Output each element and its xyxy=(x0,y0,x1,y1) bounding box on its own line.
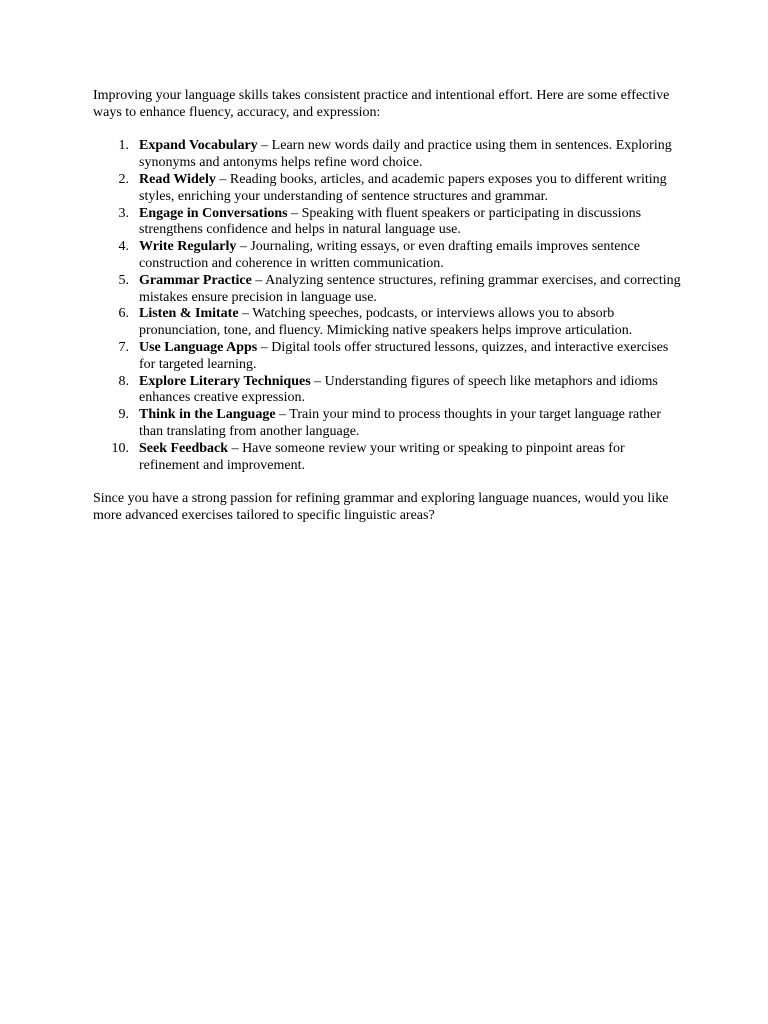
list-item-title: Engage in Conversations xyxy=(139,205,288,221)
list-item xyxy=(93,306,683,340)
tips-list xyxy=(93,138,683,474)
list-item-title: Use Language Apps xyxy=(139,339,258,355)
list-item-text: – Analyzing sentence structures, refining grammar exercises, and correcting mistakes ensure precision in language use. xyxy=(139,272,681,305)
list-item-number: 5. xyxy=(118,272,129,288)
list-item-title: Expand Vocabulary xyxy=(139,138,258,154)
list-item-number: 4. xyxy=(118,239,129,255)
list-item-number: 8. xyxy=(118,373,129,389)
list-item xyxy=(93,172,683,206)
list-item-text: – Speaking with fluent speakers or participating in discussions strengthens confidence and helps in natural language use. xyxy=(139,205,642,238)
list-item-title: Write Regularly xyxy=(139,239,237,255)
list-item-number: 2. xyxy=(118,171,129,187)
list-item-text: – Journaling, writing essays, or even drafting emails improves sentence construction and coherence in written communication. xyxy=(139,239,640,271)
list-item xyxy=(93,138,683,172)
closing-paragraph: Since you have a strong passion for refining grammar and exploring language nuances, would you like more advanced exercises tailored to specific linguistic areas? xyxy=(93,491,669,523)
list-item-number: 6. xyxy=(118,306,129,322)
list-item-text: – Watching speeches, podcasts, or interviews allows you to absorb pronunciation, tone, and fluency. Mimicking native speakers helps improve articulation. xyxy=(139,306,633,339)
list-item-title: Seek Feedback xyxy=(139,440,229,456)
list-item xyxy=(93,239,683,273)
list-item xyxy=(93,206,683,240)
list-item-number: 3. xyxy=(118,205,129,221)
list-item-text: – Understanding figures of speech like metaphors and idioms enhances creative expression. xyxy=(139,373,658,406)
list-item-number: 1. xyxy=(118,138,129,154)
list-item-text: – Have someone review your writing or speaking to pinpoint areas for refinement and improvement. xyxy=(139,440,625,473)
list-item xyxy=(93,273,683,307)
list-item-text: – Train your mind to process thoughts in your target language rather than translating from another language. xyxy=(139,407,662,439)
list-item xyxy=(93,407,683,441)
list-item-number: 10. xyxy=(111,440,129,456)
list-item-title: Listen & Imitate xyxy=(139,306,239,322)
list-item xyxy=(93,441,683,475)
list-item-title: Think in the Language xyxy=(139,407,276,423)
list-item-text: – Learn new words daily and practice using them in sentences. Exploring synonyms and antonyms helps refine word choice. xyxy=(139,138,672,171)
list-item-title: Read Widely xyxy=(139,171,216,187)
list-item-number: 9. xyxy=(118,407,129,423)
list-item-title: Grammar Practice xyxy=(139,272,252,288)
list-item-title: Explore Literary Techniques xyxy=(139,373,311,389)
list-item-number: 7. xyxy=(118,339,129,355)
intro-paragraph: Improving your language skills takes consistent practice and intentional effort. Here are some effective ways to enhance fluency, accuracy, and expression: xyxy=(93,88,670,120)
list-item-text: – Digital tools offer structured lessons, quizzes, and interactive exercises for targeted learning. xyxy=(139,339,669,372)
list-item xyxy=(93,374,683,408)
list-item xyxy=(93,340,683,374)
list-item-text: – Reading books, articles, and academic papers exposes you to different writing styles, enriching your understanding of sentence structures and grammar. xyxy=(139,171,667,204)
document-page xyxy=(93,88,683,525)
